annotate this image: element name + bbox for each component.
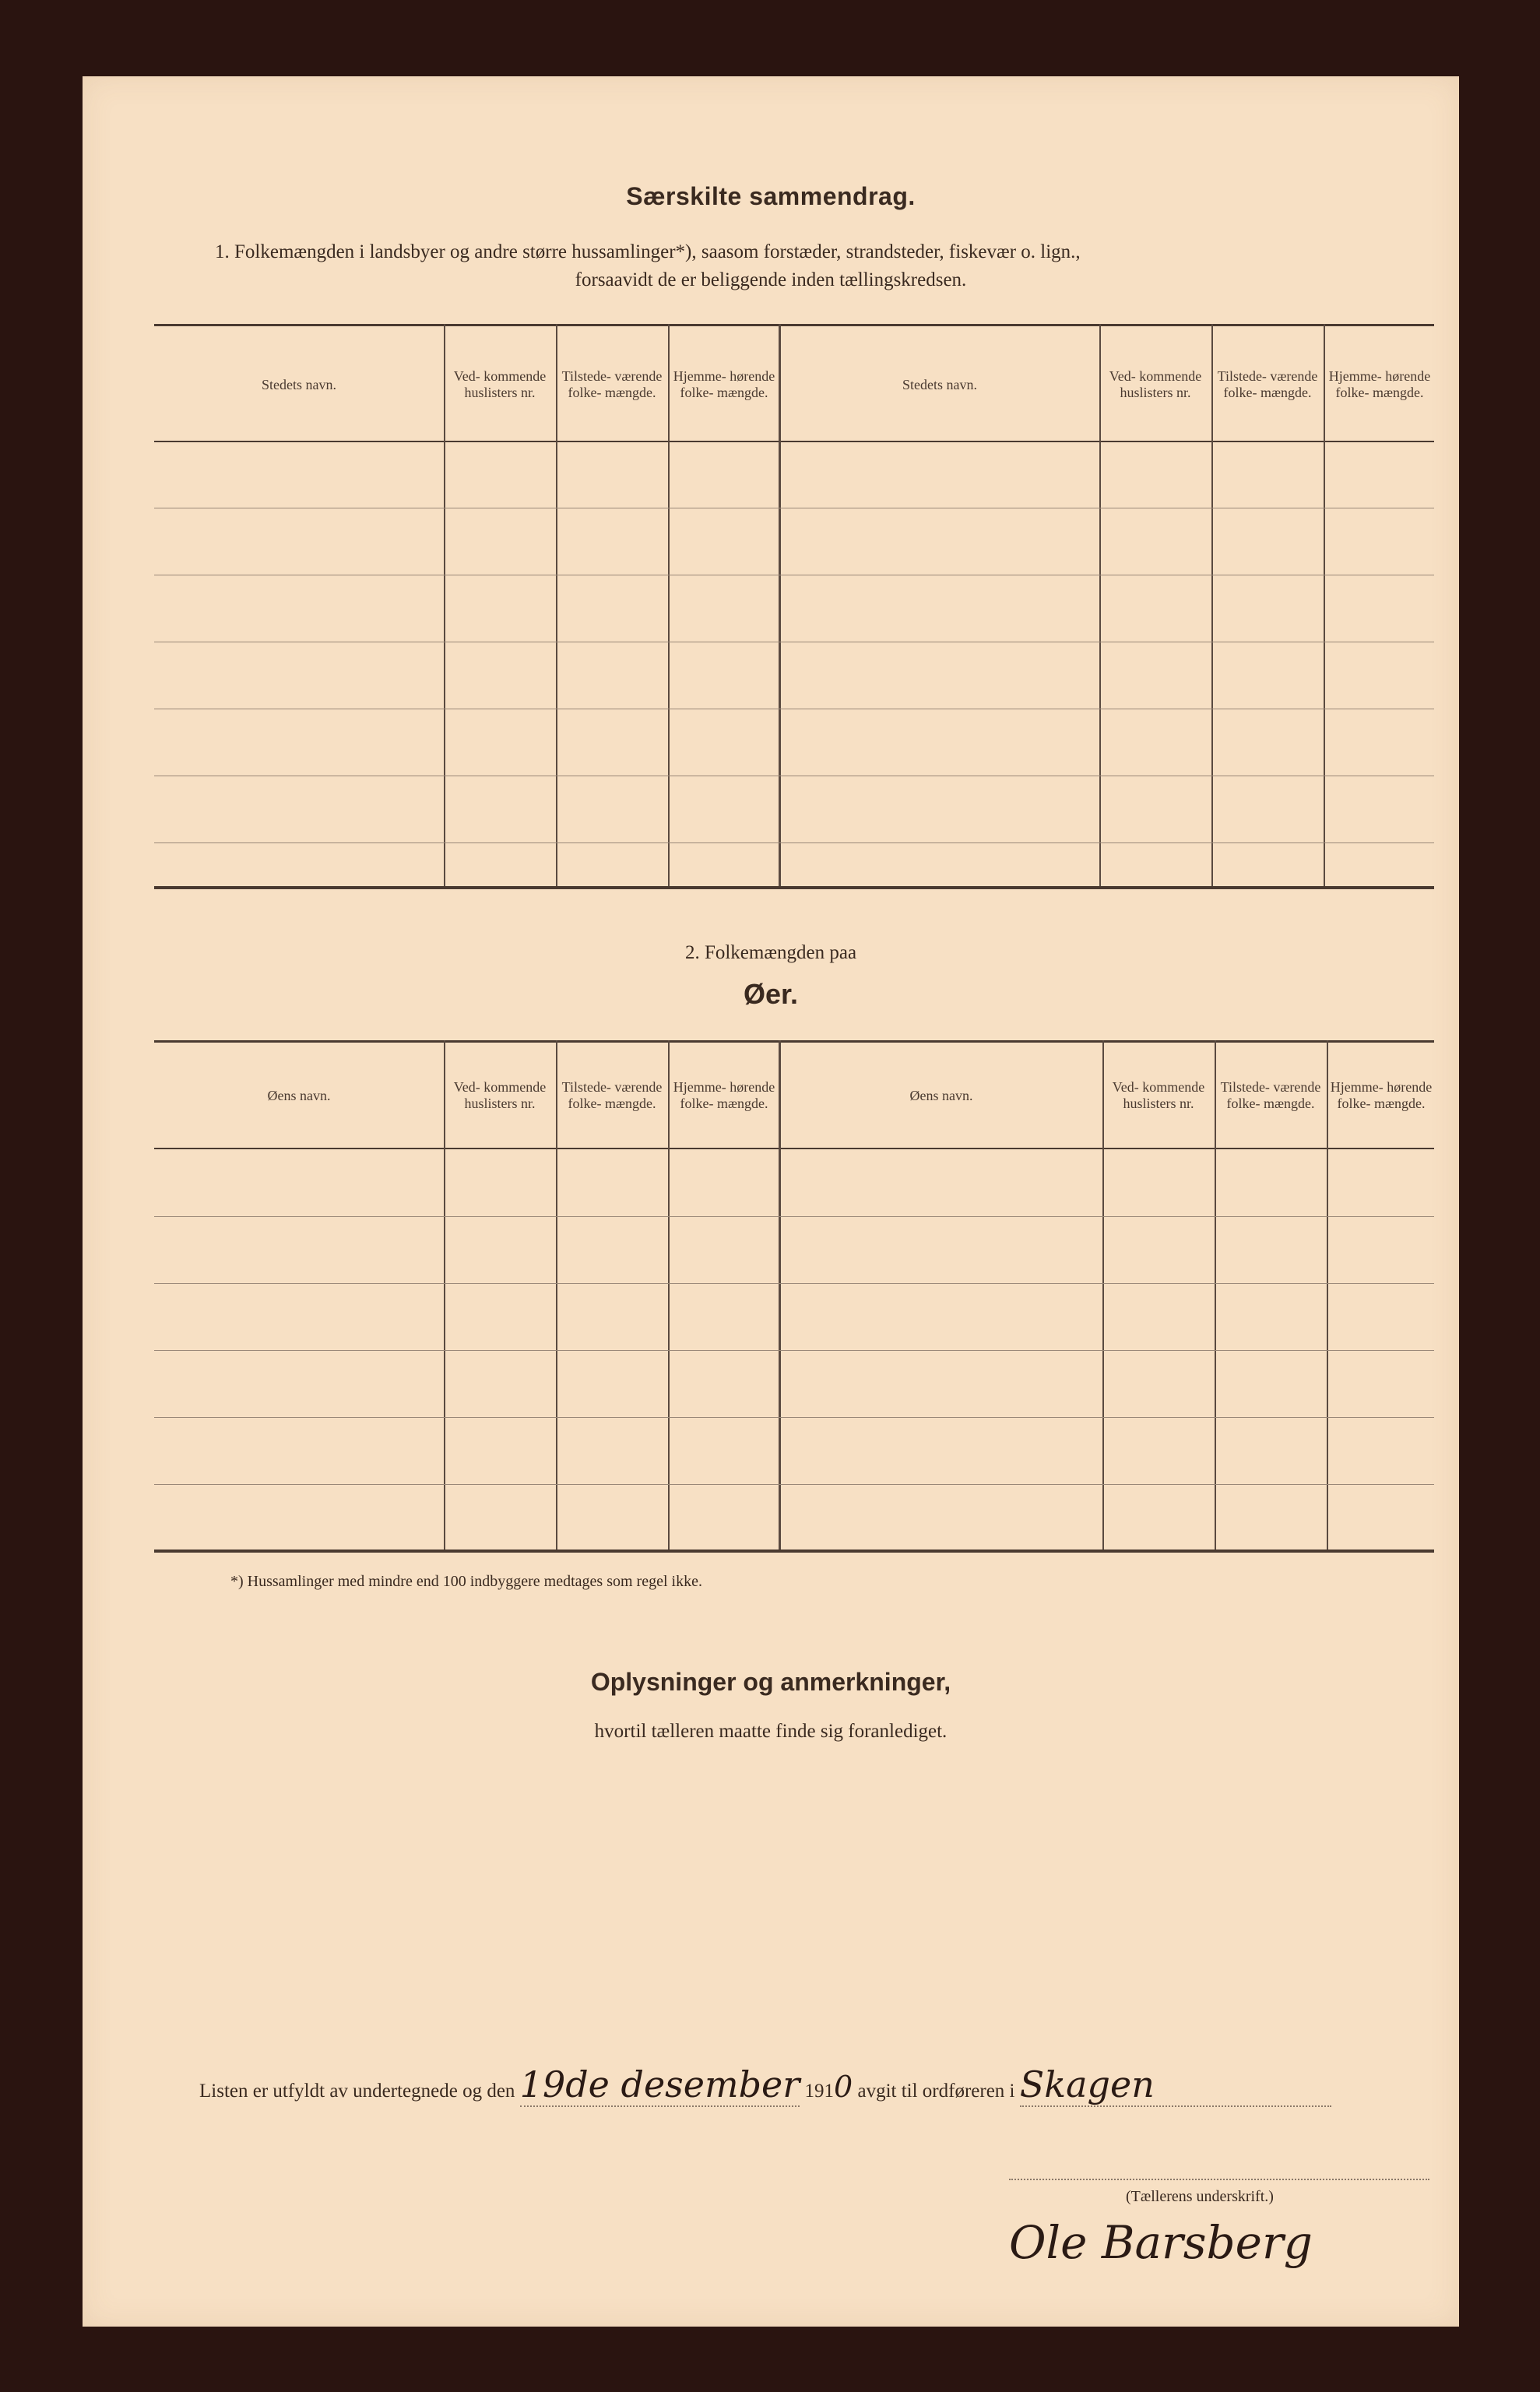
section1-intro-line2: forsaavidt de er beliggende inden tællingskredsen. bbox=[575, 269, 967, 290]
col-header-list-number: Ved- kommende huslisters nr. bbox=[453, 368, 547, 400]
remarks-subtitle: hvortil tælleren maatte finde sig foranlediget. bbox=[594, 1721, 948, 1742]
section1-intro-line1: 1. Folkemængden i landsbyer og andre større hussamlinger*), saasom forstæder, strandsteder, fiskevær o. lign., bbox=[215, 241, 1081, 262]
remarks-title: Oplysninger og anmerkninger, bbox=[590, 1668, 951, 1696]
col-header-present-population: Tilstede- værende folke- mængde. bbox=[561, 368, 663, 400]
col-header-resident-population: Hjemme- hørende folke- mængde. bbox=[673, 1079, 775, 1111]
settlements-table bbox=[154, 324, 1434, 978]
completion-statement bbox=[199, 2063, 1331, 2107]
year-digit-handwritten: 0 bbox=[834, 2070, 853, 2104]
page-title: Særskilte sammendrag. bbox=[626, 182, 916, 210]
footnote: *) Hussamlinger med mindre end 100 indbyggere medtages som regel ikke. bbox=[230, 1573, 702, 1590]
col-header-island-name: Øens navn. bbox=[267, 1087, 331, 1103]
col-header-present-population-right: Tilstede- værende folke- mængde. bbox=[1217, 368, 1318, 400]
statement-text-c: avgit til ordføreren i bbox=[857, 2081, 1015, 2102]
islands-table bbox=[154, 1040, 1434, 1554]
signature-caption: (Tællerens underskrift.) bbox=[1126, 2188, 1274, 2205]
col-header-place-name-right: Stedets navn. bbox=[902, 376, 977, 392]
col-header-place-name: Stedets navn. bbox=[262, 376, 336, 392]
section2-heading: 2. Folkemængden paa bbox=[684, 942, 857, 963]
section2-title: Øer. bbox=[743, 978, 799, 1010]
date-handwritten: 19de desember bbox=[519, 2063, 800, 2105]
year-prefix: 191 bbox=[804, 2081, 835, 2102]
col-header-list-number-right: Ved- kommende huslisters nr. bbox=[1112, 1079, 1205, 1111]
col-header-present-population-right: Tilstede- værende folke- mængde. bbox=[1220, 1079, 1321, 1111]
col-header-resident-population-right: Hjemme- hørende folke- mængde. bbox=[1328, 368, 1431, 400]
col-header-resident-population: Hjemme- hørende folke- mængde. bbox=[673, 368, 775, 400]
census-form-page bbox=[83, 76, 1459, 2327]
place-handwritten: Skagen bbox=[1020, 2063, 1331, 2107]
signature-dotted-line bbox=[1009, 2179, 1429, 2180]
statement-text-a: Listen er utfyldt av undertegnede og den bbox=[199, 2081, 515, 2102]
col-header-island-name-right: Øens navn. bbox=[909, 1087, 973, 1103]
col-header-resident-population-right: Hjemme- hørende folke- mængde. bbox=[1330, 1079, 1433, 1111]
enumerator-signature: Ole Barsberg bbox=[1009, 2216, 1313, 2269]
col-header-present-population: Tilstede- værende folke- mængde. bbox=[561, 1079, 663, 1111]
col-header-list-number-right: Ved- kommende huslisters nr. bbox=[1109, 368, 1202, 400]
col-header-list-number: Ved- kommende huslisters nr. bbox=[453, 1079, 547, 1111]
